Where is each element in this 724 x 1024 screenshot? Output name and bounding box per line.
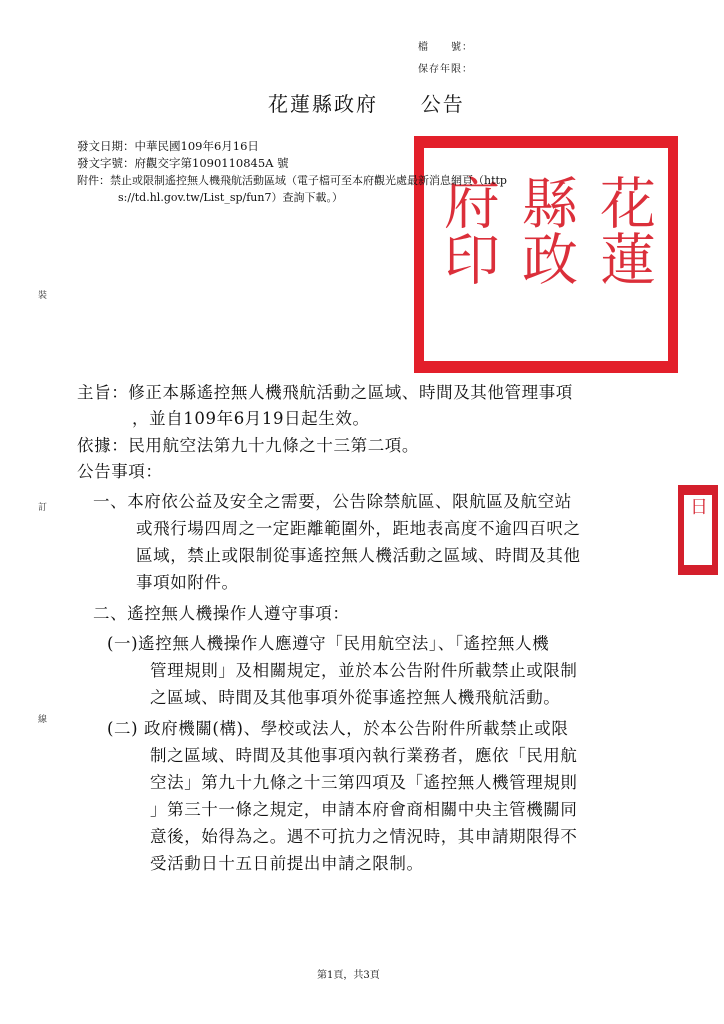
binding-mark-zhuang: 裝	[38, 291, 48, 301]
item-1-line-2: 或飛行場四周之一定距離範圍外，距地表高度不逾四百呎之	[136, 519, 581, 538]
document-number: 發文字號：府觀交字第1090110845A 號	[77, 156, 289, 170]
seal-text-middle: 縣政	[513, 174, 578, 286]
item-1-line-3: 區域，禁止或限制從事遙控無人機活動之區域、時間及其他	[136, 546, 581, 565]
retention-period-label: 保存年限：	[418, 64, 473, 75]
issuing-organization: 花蓮縣政府	[268, 92, 378, 116]
archive-number-label: 檔 號：	[418, 42, 473, 53]
item-1-line-1: 一、本府依公益及安全之需要，公告除禁航區、限航區及航空站	[93, 492, 572, 511]
issue-date: 發文日期：中華民國109年6月16日	[77, 139, 259, 153]
page-number: 第1頁，共3頁	[317, 970, 380, 981]
item-1-line-4: 事項如附件。	[136, 573, 239, 592]
sub-item-2-line-1: (二) 政府機關(構)、學校或法人，於本公告附件所載禁止或限	[107, 719, 569, 738]
side-stamp-glyph: 日	[687, 497, 708, 515]
sub-item-2-line-4: 」第三十一條之規定，申請本府會商相關中央主管機關同	[150, 800, 578, 819]
item-2-heading: 二、遙控無人機操作人遵守事項：	[93, 604, 350, 623]
binding-mark-ding: 訂	[38, 503, 48, 513]
seal-text-left: 府印	[435, 174, 500, 286]
sub-item-1-line-2: 管理規則」及相關規定，並於本公告附件所載禁止或限制	[150, 661, 578, 680]
attachment-line-1: 附件：禁止或限制遙控無人機飛航活動區域（電子檔可至本府觀光處最新消息網頁（http	[77, 174, 507, 187]
binding-mark-xian: 線	[38, 715, 48, 725]
side-page-stamp	[678, 485, 718, 575]
basis-line: 依據：民用航空法第九十九條之十三第二項。	[77, 436, 419, 455]
sub-item-2-line-3: 空法」第九十九條之十三第四項及「遙控無人機管理規則	[150, 773, 578, 792]
sub-item-2-line-2: 制之區域、時間及其他事項內執行業務者，應依「民用航	[150, 746, 578, 765]
seal-text-right: 花蓮	[591, 174, 656, 286]
items-heading: 公告事項：	[77, 462, 163, 481]
subject-line-2: ，並自109年6月19日起生效。	[132, 409, 370, 428]
sub-item-2-line-5: 意後，始得為之。遇不可抗力之情況時，其申請期限得不	[150, 827, 578, 846]
sub-item-1-line-3: 之區域、時間及其他事項外從事遙控無人機飛航活動。	[150, 688, 561, 707]
document-type: 公告	[420, 92, 465, 116]
document-title	[268, 88, 465, 117]
subject-line-1: 主旨：修正本縣遙控無人機飛航活動之區域、時間及其他管理事項	[77, 383, 573, 402]
attachment-line-2: s://td.hl.gov.tw/List_sp/fun7）查詢下載。）	[118, 191, 343, 204]
sub-item-1-line-1: (一)遙控無人機操作人應遵守「民用航空法」、「遙控無人機	[107, 634, 550, 653]
sub-item-2-line-6: 受活動日十五日前提出申請之限制。	[150, 854, 424, 873]
